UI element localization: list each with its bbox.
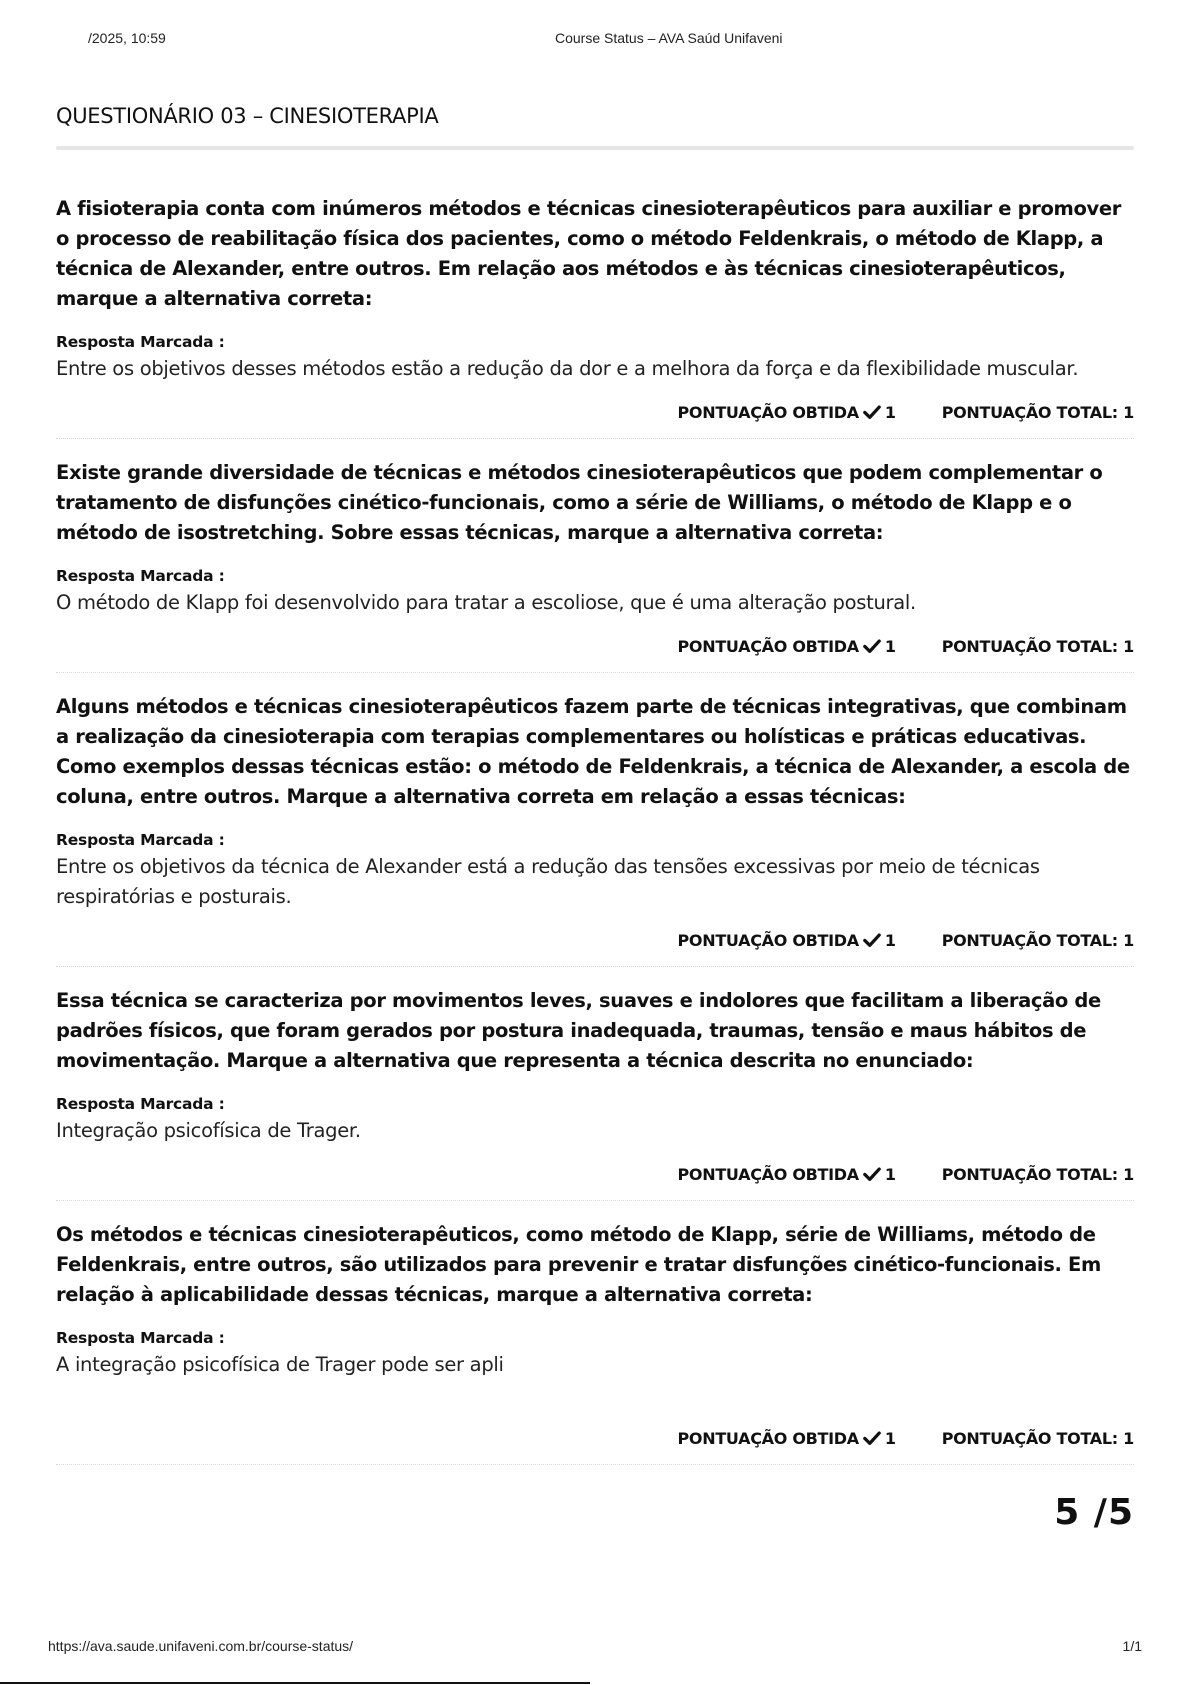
check-icon xyxy=(863,403,881,421)
score-row xyxy=(56,634,1134,658)
score-total-value: 1 xyxy=(1123,930,1134,950)
quiz-title: QUESTIONÁRIO 03 – CINESIOTERAPIA xyxy=(56,104,439,128)
quiz-content xyxy=(56,100,1134,1484)
answer-text: Entre os objetivos desses métodos estão a redução da dor e a melhora da força e da flexibilidade muscular. xyxy=(56,357,1079,380)
answer-text: O método de Klapp foi desenvolvido para tratar a escoliose, que é uma alteração postural. xyxy=(56,591,916,614)
score-total-value: 1 xyxy=(1123,1428,1134,1448)
score-total-value: 1 xyxy=(1123,1164,1134,1184)
question-text: Os métodos e técnicas cinesioterapêuticos, como método de Klapp, série de Williams, método de Feldenkrais, entre outros, são utilizados para prevenir e tratar disfunções cinético-funcionais. Em relação à aplicabilidade dessas técnicas, marque a alternativa correta: xyxy=(56,1223,1101,1306)
score-total-label: PONTUAÇÃO TOTAL: xyxy=(941,1164,1118,1184)
question-divider xyxy=(56,438,1134,439)
answer-label: Resposta Marcada : xyxy=(56,831,225,849)
score-total-label: PONTUAÇÃO TOTAL: xyxy=(941,1428,1118,1448)
check-icon xyxy=(863,931,881,949)
score-total xyxy=(942,1429,1134,1448)
print-url: https://ava.saude.unifaveni.com.br/course-status/ xyxy=(48,1638,354,1654)
score-total xyxy=(942,931,1134,950)
score-row xyxy=(56,1426,1134,1450)
score-obtained xyxy=(678,403,896,422)
question-divider xyxy=(56,1200,1134,1201)
score-total-label: PONTUAÇÃO TOTAL: xyxy=(941,636,1118,656)
answer-label: Resposta Marcada : xyxy=(56,1329,225,1347)
score-obtained-value: 1 xyxy=(884,1164,896,1184)
title-divider xyxy=(56,146,1134,150)
answer-text: Entre os objetivos da técnica de Alexander está a redução das tensões excessivas por meio de técnicas respiratórias e posturais. xyxy=(56,855,1040,908)
question-divider xyxy=(56,1464,1134,1465)
score-total-value: 1 xyxy=(1123,636,1134,656)
final-score: 5 /5 xyxy=(1054,1492,1134,1533)
score-obtained-value: 1 xyxy=(884,402,896,422)
score-obtained-label: PONTUAÇÃO OBTIDA xyxy=(677,1428,859,1448)
print-date: /2025, 10:59 xyxy=(88,30,166,46)
score-obtained-value: 1 xyxy=(884,1428,896,1448)
question-text: Essa técnica se caracteriza por movimentos leves, suaves e indolores que facilitam a liberação de padrões físicos, que foram gerados por postura inadequada, traumas, tensão e maus hábitos de movimentação. Marque a alternativa que representa a técnica descrita no enunciado: xyxy=(56,989,1101,1072)
score-total-value: 1 xyxy=(1123,402,1134,422)
print-page-number: 1/1 xyxy=(1122,1638,1142,1654)
question-1 xyxy=(56,194,1134,439)
score-row xyxy=(56,1162,1134,1186)
score-obtained-label: PONTUAÇÃO OBTIDA xyxy=(677,636,859,656)
score-obtained xyxy=(678,1429,896,1448)
score-total xyxy=(942,637,1134,656)
score-obtained-value: 1 xyxy=(884,636,896,656)
check-icon xyxy=(863,1429,881,1447)
answer-text: Integração psicofísica de Trager. xyxy=(56,1119,361,1142)
score-obtained-label: PONTUAÇÃO OBTIDA xyxy=(677,402,859,422)
answer-label: Resposta Marcada : xyxy=(56,1095,225,1113)
answer-label: Resposta Marcada : xyxy=(56,567,225,585)
question-divider xyxy=(56,672,1134,673)
score-obtained xyxy=(678,931,896,950)
score-obtained-label: PONTUAÇÃO OBTIDA xyxy=(677,930,859,950)
score-total-label: PONTUAÇÃO TOTAL: xyxy=(941,930,1118,950)
score-obtained-value: 1 xyxy=(884,930,896,950)
question-5 xyxy=(56,1220,1134,1465)
question-text: Existe grande diversidade de técnicas e métodos cinesioterapêuticos que podem complementar o tratamento de disfunções cinético-funcionais, como a série de Williams, o método de Klapp e o método de isostretching. Sobre essas técnicas, marque a alternativa correta: xyxy=(56,461,1103,544)
score-row xyxy=(56,400,1134,424)
score-obtained-label: PONTUAÇÃO OBTIDA xyxy=(677,1164,859,1184)
score-obtained xyxy=(678,1165,896,1184)
score-obtained xyxy=(678,637,896,656)
answer-text: A integração psicofísica de Trager pode ser apli xyxy=(56,1353,504,1376)
question-3 xyxy=(56,692,1134,967)
check-icon xyxy=(863,1165,881,1183)
question-4 xyxy=(56,986,1134,1201)
print-header xyxy=(0,30,1191,50)
bottom-rule xyxy=(0,1682,590,1684)
question-2 xyxy=(56,458,1134,673)
check-icon xyxy=(863,637,881,655)
score-total xyxy=(942,403,1134,422)
score-total xyxy=(942,1165,1134,1184)
question-divider xyxy=(56,966,1134,967)
score-row xyxy=(56,928,1134,952)
question-text: Alguns métodos e técnicas cinesioterapêuticos fazem parte de técnicas integrativas, que combinam a realização da cinesioterapia com terapias complementares ou holísticas e práticas educativas. Como exemplos dessas técnicas estão: o método de Feldenkrais, a técnica de Alexander, a escola de coluna, entre outros. Marque a alternativa correta em relação a essas técnicas: xyxy=(56,695,1130,808)
score-total-label: PONTUAÇÃO TOTAL: xyxy=(941,402,1118,422)
question-text: A fisioterapia conta com inúmeros métodos e técnicas cinesioterapêuticos para auxiliar e promover o processo de reabilitação física dos pacientes, como o método Feldenkrais, o método de Klapp, a técnica de Alexander, entre outros. Em relação aos métodos e às técnicas cinesioterapêuticos, marque a alternativa correta: xyxy=(56,197,1122,310)
print-page-title: Course Status – AVA Saúd Unifaveni xyxy=(555,30,783,46)
answer-label: Resposta Marcada : xyxy=(56,333,225,351)
